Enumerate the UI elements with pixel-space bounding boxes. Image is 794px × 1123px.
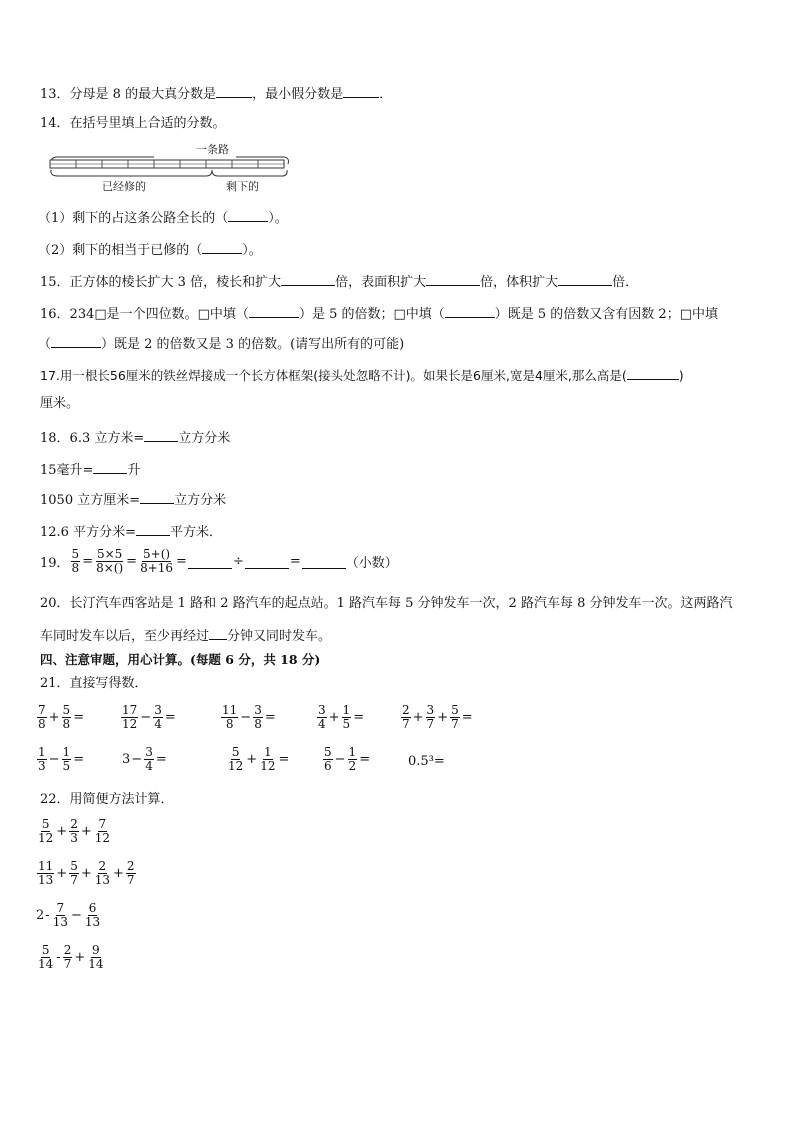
equals-sign: =: [289, 554, 301, 569]
q19-blank-2[interactable]: [245, 555, 289, 569]
q13-text-b: ，最小假分数是: [252, 87, 344, 102]
q14-sub2-text-a: （2）剩下的相当于已修的（: [38, 243, 203, 258]
question-18-line-4: [40, 522, 222, 541]
equals-sign: =: [82, 554, 94, 569]
operator: +: [80, 866, 92, 881]
q16-text-d: （: [38, 337, 52, 352]
numerator: 5×5: [96, 547, 123, 561]
numerator: 5: [451, 703, 459, 717]
numerator: 5: [41, 817, 50, 831]
q13-blank-2[interactable]: [343, 84, 379, 98]
q21-expr-8: [226, 746, 290, 773]
numerator: 5: [324, 745, 332, 759]
fraction: [37, 944, 54, 971]
q15-blank-3[interactable]: [558, 272, 612, 286]
numerator: 6: [88, 901, 97, 915]
q19-fraction-2: [95, 548, 124, 575]
fraction: [69, 818, 79, 845]
denominator: 12: [122, 717, 138, 731]
q21-expr-7: [122, 746, 168, 773]
q13-text-c: ．: [379, 87, 393, 102]
q20-text-a: 长汀汽车西客站是 1 路和 2 路汽车的起点站。1 路汽车每 5 分钟发车一次，2 路汽车每 8 分钟发车一次。这两路汽: [69, 596, 733, 611]
denominator: 13: [38, 873, 54, 887]
q14-sub1-blank[interactable]: [228, 208, 268, 222]
numerator: 5: [70, 859, 78, 873]
denominator: 4: [154, 717, 162, 731]
denominator: 7: [426, 717, 435, 731]
question-18-line-3: [40, 490, 226, 509]
q14-sub-2: [38, 240, 262, 259]
q22-number: 22．: [40, 792, 70, 807]
numerator: 3: [318, 703, 326, 717]
q17-text-b: ): [678, 368, 684, 383]
fraction: [63, 944, 73, 971]
numerator: 3: [154, 703, 162, 717]
operator: +: [328, 710, 340, 725]
q15-blank-1[interactable]: [281, 272, 335, 286]
numerator: 5: [71, 547, 80, 561]
equals-sign: =: [264, 710, 276, 725]
q16-blank-1[interactable]: [249, 304, 299, 318]
q21-number: 21．: [40, 676, 70, 691]
q21-expr-10: [408, 754, 445, 769]
q17-text-c: 厘米。: [40, 396, 80, 411]
q16-text-c: ）既是 5 的倍数又含有因数 2；□中填: [494, 307, 718, 322]
fraction: [126, 860, 136, 887]
q15-text-c: 倍，体积扩大: [480, 275, 559, 290]
question-16-line-2: [38, 334, 404, 353]
q21-expr-5: [400, 704, 474, 731]
section-4-heading: 四、注意审题，用心计算。(每题 6 分，共 18 分): [40, 652, 321, 667]
q17-number: 17.: [40, 368, 60, 383]
denominator: 3: [38, 759, 46, 773]
numerator: 1: [62, 745, 71, 759]
operator: +: [246, 752, 258, 767]
equals-sign: =: [278, 752, 290, 767]
q16-text-a: 234□是一个四位数。□中填（: [69, 307, 249, 322]
fraction: [450, 704, 460, 731]
q21-expr-6: [36, 746, 85, 773]
denominator: 8: [62, 717, 71, 731]
fraction: [62, 704, 72, 731]
q16-text-b: ）是 5 的倍数；□中填（: [298, 307, 445, 322]
fraction: [69, 860, 79, 887]
q22-row-4: [36, 944, 106, 971]
fraction: [62, 746, 72, 773]
q18-blank-1[interactable]: [144, 428, 178, 442]
q21-expr-4: [316, 704, 365, 731]
denominator: 7: [63, 957, 72, 971]
whole-number: 2: [36, 908, 45, 923]
denominator: 8: [225, 717, 234, 731]
q17-text-a: 用一根长56厘米的铁丝焊接成一个长方体框架(接头处忽略不计)。如果长是6厘米,宽是4厘米,那么高是(: [59, 368, 627, 383]
denominator: 13: [94, 873, 111, 887]
numerator: 7: [56, 901, 65, 915]
q14-sub2-text-b: ）。: [242, 243, 262, 258]
q14-sub-1: [38, 208, 288, 227]
question-20-line-1: [40, 596, 733, 612]
denominator: 13: [52, 915, 68, 929]
denominator: 8+16: [140, 561, 174, 575]
denominator: 7: [70, 873, 78, 887]
question-16-line-1: [40, 304, 718, 323]
q15-text-a: 正方体的棱长扩大 3 倍，棱长和扩大: [69, 275, 282, 290]
fraction: [317, 704, 327, 731]
q13-text-a: 分母是 8 的最大真分数是: [69, 87, 217, 102]
road-label-left: 已经修的: [102, 180, 146, 193]
numerator: 5: [231, 745, 240, 759]
fraction: [94, 818, 111, 845]
operator: −: [140, 710, 152, 725]
q19-fraction-3: [139, 548, 174, 575]
q16-blank-3[interactable]: [51, 334, 101, 348]
numerator: 2: [70, 817, 78, 831]
fraction: [426, 704, 436, 731]
fraction: [37, 860, 54, 887]
numerator: 5+(): [143, 547, 171, 561]
q18-blank-3[interactable]: [140, 490, 174, 504]
question-18-line-1: [40, 428, 230, 447]
equals-sign: =: [353, 710, 365, 725]
equals-sign: =: [73, 752, 85, 767]
equals-sign: =: [359, 752, 371, 767]
q19-blank-3[interactable]: [302, 555, 346, 569]
denominator: 4: [145, 759, 153, 773]
fraction: [87, 944, 104, 971]
whole-number: 3: [122, 752, 131, 767]
q19-number: 19．: [40, 556, 70, 571]
denominator: 8: [254, 717, 262, 731]
q20-number: 20．: [40, 596, 70, 611]
operator: +: [48, 710, 60, 725]
q18-l1-text-a: 6.3 立方米=: [69, 431, 145, 446]
denominator: 14: [88, 957, 104, 971]
q16-blank-2[interactable]: [445, 304, 495, 318]
equals-sign: =: [176, 554, 187, 569]
operator: -: [45, 908, 50, 923]
denominator: 12: [38, 831, 54, 845]
question-21: [40, 676, 148, 692]
denominator: 12: [228, 759, 244, 773]
fraction: [153, 704, 163, 731]
numerator: 1: [38, 745, 46, 759]
q22-row-3: [36, 902, 102, 929]
equals-sign: =: [155, 752, 167, 767]
denominator: 8: [38, 717, 46, 731]
equals-sign: =: [461, 710, 473, 725]
q13-blank-1[interactable]: [216, 84, 252, 98]
numerator: 5: [62, 703, 71, 717]
fraction: [121, 704, 138, 731]
q18-l4-text-a: 12.6 平方分米=: [40, 525, 136, 540]
q14-sub1-text-b: ）。: [268, 211, 288, 226]
numerator: 1: [348, 745, 357, 759]
numerator: 1: [264, 745, 272, 759]
q21-expr-9: [322, 746, 371, 773]
operator: +: [74, 950, 86, 965]
q21-expr-3: [220, 704, 277, 731]
question-17-line-1: [40, 366, 684, 384]
q20-text-c: 分钟又同时发车。: [227, 629, 332, 644]
q15-text-d: 倍．: [612, 275, 639, 290]
operator: +: [56, 824, 68, 839]
q18-l3-text-a: 1050 立方厘米=: [40, 493, 141, 508]
denominator: 2: [348, 759, 357, 773]
q20-blank[interactable]: [209, 626, 227, 640]
q17-blank[interactable]: [627, 366, 679, 380]
operator: −: [240, 710, 252, 725]
operator: −: [48, 752, 60, 767]
q21-title: 直接写得数．: [69, 676, 148, 691]
fraction: [37, 818, 54, 845]
question-20-line-2: [40, 626, 331, 645]
road-brace-right: [212, 170, 287, 176]
road-label-top: 一条路: [196, 143, 229, 156]
numerator: 1: [342, 703, 351, 717]
q18-l2-text-b: 升: [127, 463, 141, 478]
numerator: 2: [402, 703, 410, 717]
denominator: 5: [62, 759, 71, 773]
fraction: [84, 902, 101, 929]
question-14: [40, 116, 226, 132]
denominator: 3: [70, 831, 78, 845]
question-17-line-2: [40, 396, 79, 412]
denominator: 14: [38, 957, 54, 971]
operator: −: [334, 752, 346, 767]
numerator: 5: [41, 943, 50, 957]
fraction: [144, 746, 154, 773]
fraction: [259, 746, 276, 773]
numerator: 2: [63, 943, 72, 957]
divide-sign: ÷: [232, 554, 244, 569]
fraction: [94, 860, 111, 887]
numerator: 3: [254, 703, 262, 717]
operator: +: [113, 866, 124, 881]
denominator: 13: [84, 915, 101, 929]
q22-row-2: [36, 860, 137, 887]
denominator: 6: [324, 759, 332, 773]
q19-fraction-1: [71, 548, 81, 575]
road-label-right: 剩下的: [226, 180, 259, 193]
operator: −: [131, 752, 143, 767]
operator: +: [80, 824, 92, 839]
operator: +: [56, 866, 68, 881]
numerator: 3: [145, 745, 153, 759]
numerator: 2: [126, 859, 135, 873]
q18-l1-text-b: 立方分米: [178, 431, 231, 446]
q14-sub2-blank[interactable]: [202, 240, 242, 254]
fraction: [37, 704, 47, 731]
equals-sign: =: [164, 710, 176, 725]
fraction: [37, 746, 47, 773]
q21-expr-1: [36, 704, 85, 731]
denominator: 12: [260, 759, 276, 773]
question-18-line-2: [40, 460, 140, 479]
numerator: 3: [426, 703, 435, 717]
q15-text-b: 倍，表面积扩大: [335, 275, 427, 290]
q16-text-e: ）既是 2 的倍数又是 3 的倍数。(请写出所有的可能): [101, 337, 405, 352]
fraction: [348, 746, 358, 773]
question-22: [40, 792, 174, 808]
fraction: [221, 704, 238, 731]
q19-blank-1[interactable]: [188, 555, 232, 569]
fraction: [227, 746, 244, 773]
q19-tail: （小数）: [345, 556, 398, 571]
q22-title: 用简便方法计算．: [69, 792, 174, 807]
question-13: [40, 84, 392, 103]
denominator: 7: [402, 717, 410, 731]
q18-l3-text-b: 立方分米: [174, 493, 227, 508]
q15-number: 15．: [40, 275, 70, 290]
fraction: [52, 902, 69, 929]
denominator: 7: [451, 717, 459, 731]
q20-text-b: 车同时发车以后，至少再经过: [40, 629, 210, 644]
equals-sign: =: [126, 554, 138, 569]
denominator: 12: [94, 831, 111, 845]
numerator: 7: [98, 817, 107, 831]
numerator: 11: [222, 703, 238, 717]
numerator: 7: [38, 703, 46, 717]
q18-blank-2[interactable]: [93, 460, 127, 474]
q14-number: 14．: [40, 116, 70, 131]
q18-l2-text-a: 15毫升=: [40, 463, 94, 478]
power-expression: 0.5³=: [408, 754, 445, 769]
operator: +: [412, 710, 424, 725]
operator: +: [437, 710, 449, 725]
operator: -: [56, 950, 61, 965]
operator: −: [70, 908, 82, 923]
equals-sign: =: [73, 710, 85, 725]
q14-text: 在括号里填上合适的分数。: [69, 116, 226, 131]
numerator: 2: [98, 859, 107, 873]
road-brace-left: [51, 170, 212, 176]
road-figure: [46, 140, 296, 196]
q22-row-1: [36, 818, 112, 845]
fraction: [342, 704, 352, 731]
denominator: 7: [126, 873, 135, 887]
numerator: 17: [122, 703, 138, 717]
q18-blank-4[interactable]: [136, 522, 170, 536]
q18-l4-text-b: 平方米．: [169, 525, 222, 540]
denominator: 8: [71, 561, 80, 575]
q21-expr-2: [120, 704, 177, 731]
denominator: 5: [342, 717, 351, 731]
denominator: 4: [318, 717, 326, 731]
fraction: [323, 746, 333, 773]
q18-number: 18．: [40, 431, 70, 446]
q14-sub1-text-a: （1）剩下的占这条公路全长的（: [38, 211, 229, 226]
fraction: [401, 704, 411, 731]
question-15: [40, 272, 638, 291]
denominator: 8×(): [96, 561, 124, 575]
fraction: [253, 704, 263, 731]
question-19: [40, 548, 398, 575]
q15-blank-2[interactable]: [426, 272, 480, 286]
q16-number: 16．: [40, 307, 70, 322]
numerator: 9: [92, 943, 100, 957]
numerator: 11: [38, 859, 54, 873]
q13-number: 13．: [40, 87, 70, 102]
